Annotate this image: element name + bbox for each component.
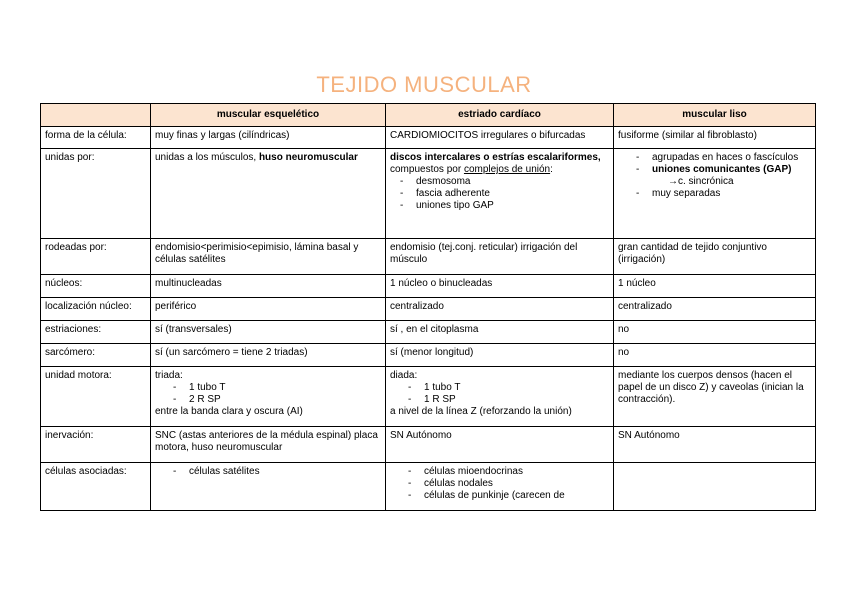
list-item: - 2 R SP xyxy=(173,394,381,406)
bullet-list xyxy=(618,152,811,200)
list-item xyxy=(636,164,811,188)
table-row xyxy=(41,149,816,239)
row-label: unidas por: xyxy=(41,149,151,239)
cell-cardiaco: sí (menor longitud) xyxy=(386,344,614,367)
list-item: - células nodales xyxy=(408,478,609,490)
cell-bold-text: discos intercalares o estrías escalariformes, xyxy=(390,152,601,163)
list-item: - 1 R SP xyxy=(408,394,609,406)
list-item: - agrupadas en haces o fascículos xyxy=(636,152,811,164)
cell-liso: no xyxy=(614,321,816,344)
table-row xyxy=(41,427,816,463)
header-row xyxy=(41,104,816,127)
row-label: inervación: xyxy=(41,427,151,463)
cell-esqueletico: endomisio<perimisio<epimisio, lámina basal y células satélites xyxy=(151,239,386,275)
cell-esqueletico: muy finas y largas (cilíndricas) xyxy=(151,127,386,149)
comparison-table xyxy=(40,103,816,511)
list-item: - 1 tubo T xyxy=(408,382,609,394)
list-item: - uniones tipo GAP xyxy=(400,200,609,212)
cell-liso: 1 núcleo xyxy=(614,275,816,298)
cell-bold-text: uniones comunicantes (GAP) xyxy=(652,164,792,175)
cell-liso: SN Autónomo xyxy=(614,427,816,463)
cell-esqueletico: sí (un sarcómero = tiene 2 triadas) xyxy=(151,344,386,367)
cell-liso: fusiforme (similar al fibroblasto) xyxy=(614,127,816,149)
cell-liso xyxy=(614,463,816,511)
table-row xyxy=(41,321,816,344)
table-row xyxy=(41,127,816,149)
table-row xyxy=(41,239,816,275)
cell-text: : xyxy=(550,164,553,175)
row-label: rodeadas por: xyxy=(41,239,151,275)
header-liso: muscular liso xyxy=(614,104,816,127)
table-row xyxy=(41,367,816,427)
cell-liso xyxy=(614,149,816,239)
cell-esqueletico: sí (transversales) xyxy=(151,321,386,344)
cell-liso: mediante los cuerpos densos (hacen el papel de un disco Z) y caveolas (inician la contracción). xyxy=(614,367,816,427)
row-label: unidad motora: xyxy=(41,367,151,427)
cell-cardiaco: centralizado xyxy=(386,298,614,321)
cell-cardiaco: SN Autónomo xyxy=(386,427,614,463)
cell-cardiaco xyxy=(386,149,614,239)
cell-cardiaco: CARDIOMIOCITOS irregulares o bifurcadas xyxy=(386,127,614,149)
cell-text: triada: xyxy=(155,370,183,381)
row-label: estriaciones: xyxy=(41,321,151,344)
cell-cardiaco: sí , en el citoplasma xyxy=(386,321,614,344)
cell-cardiaco xyxy=(386,463,614,511)
table-row xyxy=(41,344,816,367)
row-label: localización núcleo: xyxy=(41,298,151,321)
cell-text: →c. sincrónica xyxy=(668,176,734,187)
cell-cardiaco: 1 núcleo o binucleadas xyxy=(386,275,614,298)
list-item: - 1 tubo T xyxy=(173,382,381,394)
table-row xyxy=(41,463,816,511)
table-row xyxy=(41,298,816,321)
cell-esqueletico: multinucleadas xyxy=(151,275,386,298)
cell-text: entre la banda clara y oscura (AI) xyxy=(155,406,303,417)
cell-esqueletico: periférico xyxy=(151,298,386,321)
cell-esqueletico xyxy=(151,463,386,511)
list-item: - desmosoma xyxy=(400,176,609,188)
cell-cardiaco: endomisio (tej.conj. reticular) irrigación del músculo xyxy=(386,239,614,275)
cell-esqueletico: SNC (astas anteriores de la médula espinal) placa motora, huso neuromuscular xyxy=(151,427,386,463)
cell-text: diada: xyxy=(390,370,418,381)
cell-liso: gran cantidad de tejido conjuntivo (irrigación) xyxy=(614,239,816,275)
bullet-list xyxy=(390,466,609,502)
list-item: - células satélites xyxy=(173,466,381,478)
cell-text: compuestos por xyxy=(390,164,464,175)
cell-text: a nivel de la línea Z (reforzando la unión) xyxy=(390,406,572,417)
row-label: células asociadas: xyxy=(41,463,151,511)
cell-cardiaco xyxy=(386,367,614,427)
list-item: - muy separadas xyxy=(636,188,811,200)
cell-liso: centralizado xyxy=(614,298,816,321)
cell-text: unidas a los músculos, xyxy=(155,152,259,163)
bullet-list xyxy=(390,176,609,212)
header-blank xyxy=(41,104,151,127)
cell-liso: no xyxy=(614,344,816,367)
bullet-list xyxy=(155,466,381,478)
row-label: núcleos: xyxy=(41,275,151,298)
bullet-list xyxy=(390,382,609,406)
cell-underlined-text: complejos de unión xyxy=(463,164,551,175)
header-cardiaco: estriado cardíaco xyxy=(386,104,614,127)
page-title: TEJIDO MUSCULAR xyxy=(316,72,532,97)
list-item: - células mioendocrinas xyxy=(408,466,609,478)
list-item: - células de punkinje (carecen de xyxy=(408,490,609,502)
cell-bold-text: huso neuromuscular xyxy=(258,152,358,163)
row-label: sarcómero: xyxy=(41,344,151,367)
header-esqueletico: muscular esquelético xyxy=(151,104,386,127)
cell-esqueletico xyxy=(151,367,386,427)
bullet-list xyxy=(155,382,381,406)
table-row xyxy=(41,275,816,298)
row-label: forma de la célula: xyxy=(41,127,151,149)
cell-esqueletico xyxy=(151,149,386,239)
list-item: - fascia adherente xyxy=(400,188,609,200)
